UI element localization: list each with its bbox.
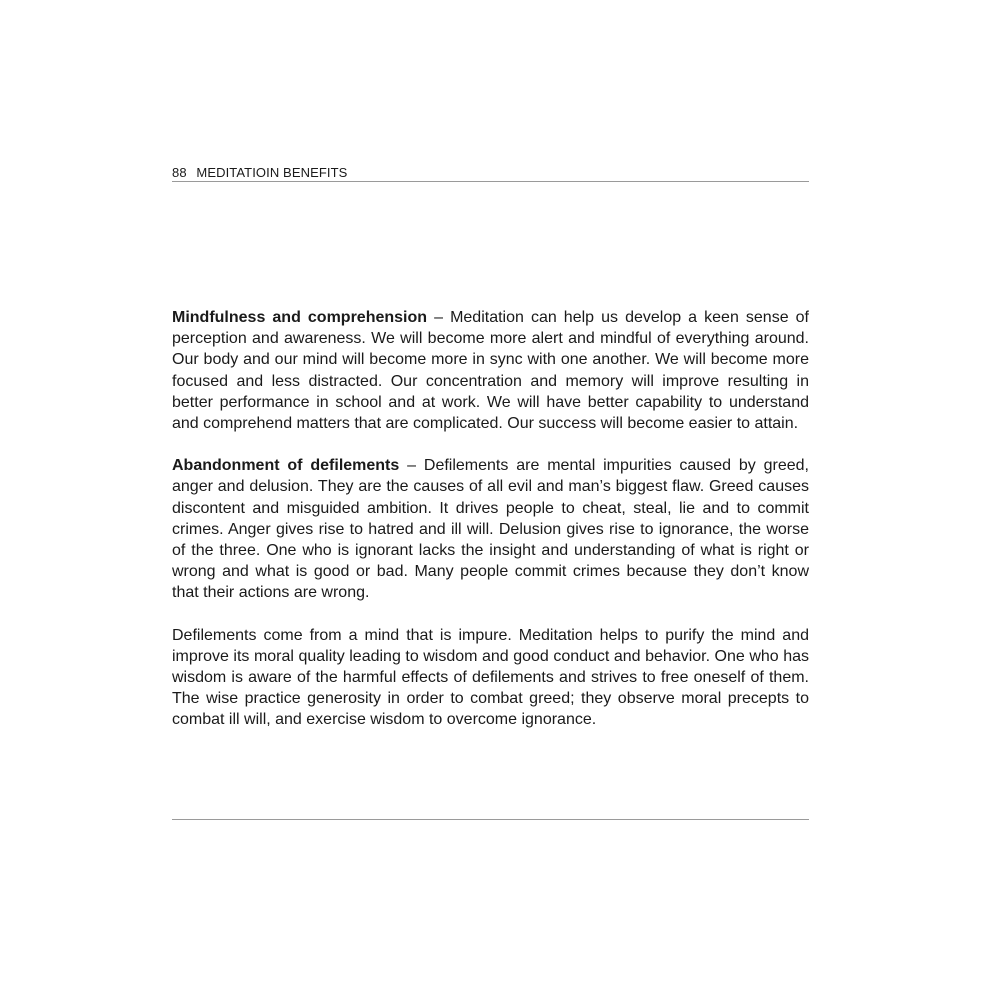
paragraph-mindfulness bbox=[172, 307, 809, 434]
header-divider bbox=[172, 181, 809, 182]
paragraph-defilements bbox=[172, 455, 809, 603]
footer-divider bbox=[172, 819, 809, 820]
paragraph-heading-defilements: Abandonment of defilements bbox=[172, 457, 400, 475]
running-head bbox=[172, 165, 809, 181]
paragraph-text-mindfulness: – Meditation can help us develop a keen sense of perception and awareness. We will become more alert and mindful of everything around. Our body and our mind will become more in sync with one another. We will become more focused and less distracted. Our concentration and memory will improve resulting in better performance in school and at work. We will have better capability to understand and comprehend matters that are complicated. Our success will become easier to attain. bbox=[172, 309, 810, 433]
paragraph-text-defilements: – Defilements are mental impurities caused by greed, anger and delusion. They are the causes of all evil and man’s biggest flaw. Greed causes discontent and misguided ambition. It drives people to cheat, steal, lie and to commit crimes. Anger gives rise to hatred and ill will. Delusion gives rise to ignorance, the worse of the three. One who is ignorant lacks the insight and understanding of what is right or wrong and what is good or bad. Many people commit crimes because they don’t know that their actions are wrong. bbox=[172, 457, 809, 602]
section-title: MEDITATIOIN BENEFITS bbox=[196, 165, 348, 180]
paragraph-text-purify-mind: Defilements come from a mind that is impure. Meditation helps to purify the mind and improve its moral quality leading to wisdom and good conduct and behavior. One who has wisdom is aware of the harmful effects of defilements and strives to free oneself of them. The wise practice generosity in order to combat greed; they observe moral precepts to combat ill will, and exercise wisdom to overcome ignorance. bbox=[172, 626, 809, 729]
paragraph-purify-mind bbox=[172, 625, 809, 731]
page-number: 88 bbox=[172, 165, 187, 180]
paragraph-heading-mindfulness: Mindfulness and comprehension bbox=[172, 309, 428, 326]
body-text bbox=[172, 307, 809, 731]
